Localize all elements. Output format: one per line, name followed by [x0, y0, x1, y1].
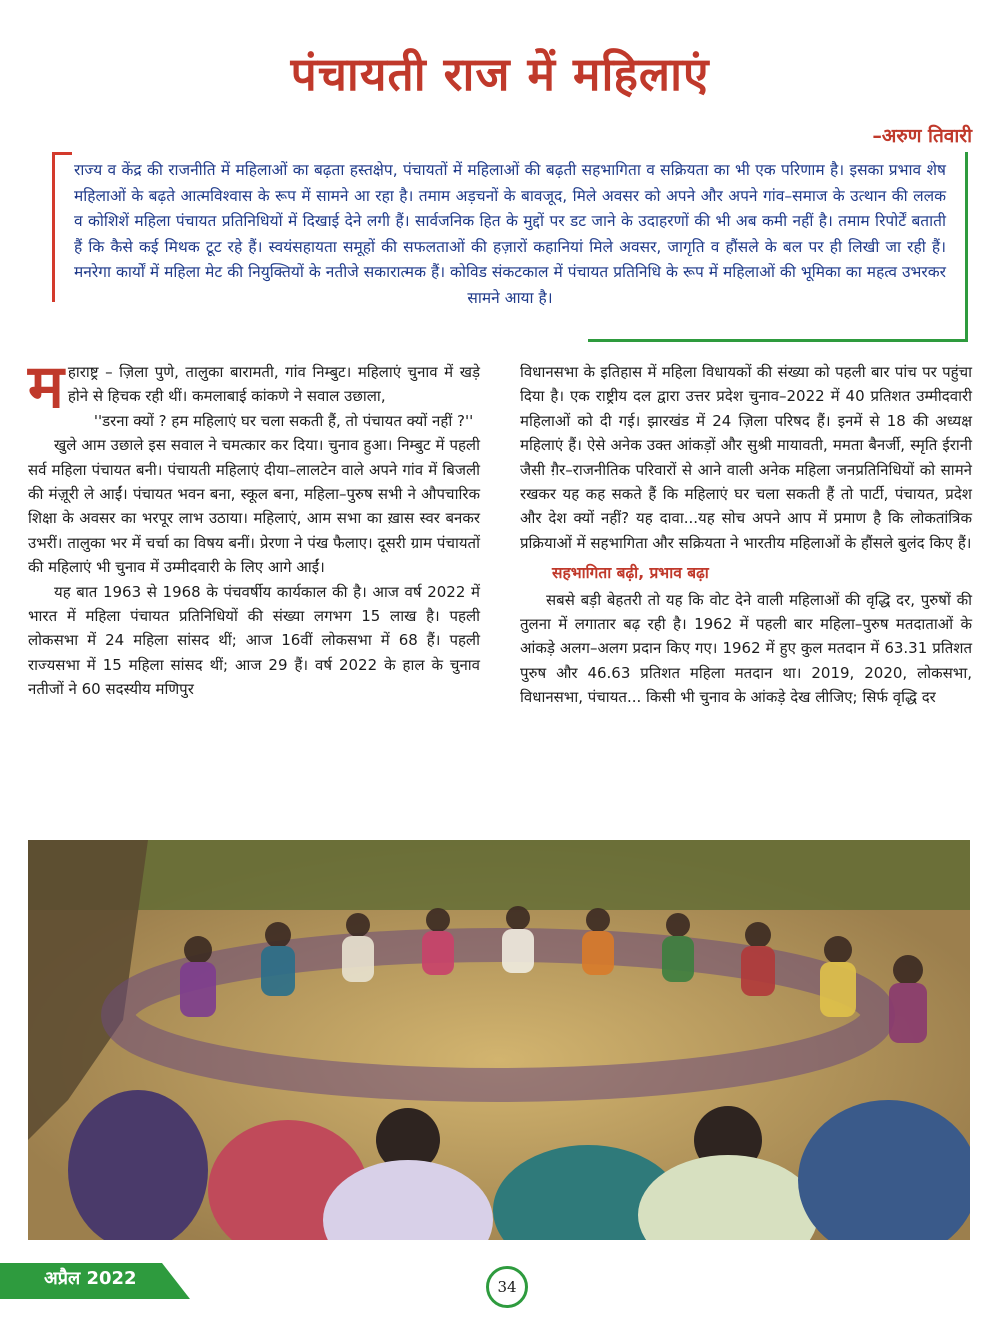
- abstract-border-bottom: [588, 339, 968, 342]
- right-paragraph-1: विधानसभा के इतिहास में महिला विधायकों की संख्या को पहली बार पांच पर पहुंचा दिया है। एक राष्ट्रीय दल द्वारा उत्तर प्रदेश चुनाव–2022 में 40 प्रतिशत उम्मीदवारी महिलाओं को दी गई। झारखंड में 24 ज़िला परिषद हैं। इनमें से 18 की अध्यक्ष महिलाएं हैं। ऐसे अनेक उक्त आंकड़ों और सुश्री मायावती, ममता बैनर्जी, स्मृति ईरानी जैसी ग़ैर–राजनीतिक परिवारों से आने वाली अनेक महिला जनप्रतिनिधियों को सामने रखकर यह कह सकते हैं कि महिलाएं घर चला सकती हैं तो पार्टी, पंचायत, प्रदेश और देश क्यों नहीं? यह दावा...यह सोच अपने आप में प्रमाण है कि लोकतांत्रिक प्रक्रियाओं में सहभागिता और सक्रियता ने भारतीय महिलाओं के हौंसले बुलंद किए हैं।: [520, 363, 972, 552]
- meeting-photo-illustration: [28, 840, 970, 1240]
- article-title: पंचायती राज में महिलाएं: [290, 47, 710, 101]
- left-paragraph-4: यह बात 1963 से 1968 के पंचवर्षीय कार्यकाल की है। आज वर्ष 2022 में भारत में महिला पंचायत प्रतिनिधियों की संख्या लगभग 15 लाख है। पहली लोकसभा में 24 महिला सांसद थीं; आज 16वीं लोकसभा में 68 हैं। पहली राज्यसभा में 15 महिला सांसद थीं; आज 29 हैं। वर्ष 2022 के हाल के चुनाव नतीजों ने 60 सदस्यीय मणिपुर: [28, 582, 480, 699]
- background-foliage: [28, 840, 970, 910]
- left-paragraph-2: ''डरना क्यों ? हम महिलाएं घर चला सकती हैं, तो पंचायत क्यों नहीं ?'': [93, 411, 474, 430]
- abstract-text: राज्य व केंद्र की राजनीति में महिलाओं का बढ़ता हस्तक्षेप, पंचायतों में महिलाओं की बढ़ती सहभागिता व सक्रियता का भी एक परिणाम है। इसका प्रभाव शेष महिलाओं के बढ़ते आत्मविश्वास के रूप में सामने आ रहा है। तमाम अड़चनों के बावजूद, मिले अवसर को अपने और अपने गांव–समाज के उत्थान की ललक व कोशिशें महिला पंचायत प्रतिनिधियों में दिखाई देने लगी हैं। सार्वजनिक हित के मुद्दों पर डट जाने के उदाहरणों की भी अब कमी नहीं है। तमाम रिपोर्टें बताती हैं कि कैसे कई मिथक टूट रहे हैं। स्वयंसहायता समूहों की सफलताओं की हज़ारों कहानियां मिले अवसर, जागृति व हौंसले के बल पर ही लिखी जा रही हैं। मनरेगा कार्यों में महिला मेट की नियुक्तियों के नतीजे सकारात्मक हैं। कोविड संकटकाल में पंचायत प्रतिनिधि के रूप में महिलाओं की भूमिका का महत्व उभरकर सामने आया है।: [74, 161, 946, 307]
- footer-issue-label: अप्रैल 2022: [44, 1268, 137, 1289]
- page-number: 34: [486, 1266, 528, 1308]
- left-paragraph-3: खुले आम उछाले इस सवाल ने चमत्कार कर दिया। चुनाव हुआ। निम्बुट में पहली सर्व महिला पंचायत बनी। पंचायती महिलाएं दीया–लालटेन वाले अपने गांव में बिजली की मंज़ूरी ले आईं। पंचायत भवन बना, स्कूल बना, महिला–पुरुष सभी ने औपचारिक शिक्षा के अवसर का भरपूर लाभ उठाया। महिलाएं, आम सभा का ख़ास स्वर बनकर उभरीं। तालुका भर में चर्चा का विषय बनीं। प्रेरणा ने पंख फैलाए। दूसरी ग्राम पंचायतों की महिलाएं भी चुनाव में उम्मीदवारी के लिए आगे आईं।: [28, 436, 480, 577]
- abstract-border-top: [52, 152, 72, 155]
- section-subheading: सहभागिता बढ़ी, प्रभाव बढ़ा: [552, 564, 709, 583]
- drop-cap: म: [28, 352, 64, 422]
- right-column: [520, 360, 972, 710]
- meeting-photo: [28, 840, 970, 1240]
- abstract-box: [52, 152, 968, 342]
- left-column: [28, 352, 480, 702]
- right-paragraph-2: सबसे बड़ी बेहतरी तो यह कि वोट देने वाली महिलाओं की वृद्धि दर, पुरुषों की तुलना में लगातार बढ़ रही है। 1962 में पहली बार महिला–पुरुष मतदाताओं के आंकड़े अलग–अलग प्रदान किए गए। 1962 में हुए कुल मतदान में 63.31 प्रतिशत पुरुष और 46.63 प्रतिशत महिला मतदान था। 2019, 2020, लोकसभा, विधानसभा, पंचायत... किसी भी चुनाव के आंकड़े देख लीजिए; सिर्फ वृद्धि दर: [520, 590, 972, 707]
- abstract-border-left: [52, 152, 55, 302]
- author-byline: –अरुण तिवारी: [872, 125, 972, 147]
- left-paragraph-1-text: हाराष्ट्र – ज़िला पुणे, तालुका बारामती, गांव निम्बुट। महिलाएं चुनाव में खड़े होने से हिचक रही थीं। कमलाबाई कांकणे ने सवाल उछाला,: [67, 363, 480, 406]
- abstract-border-right: [965, 152, 968, 342]
